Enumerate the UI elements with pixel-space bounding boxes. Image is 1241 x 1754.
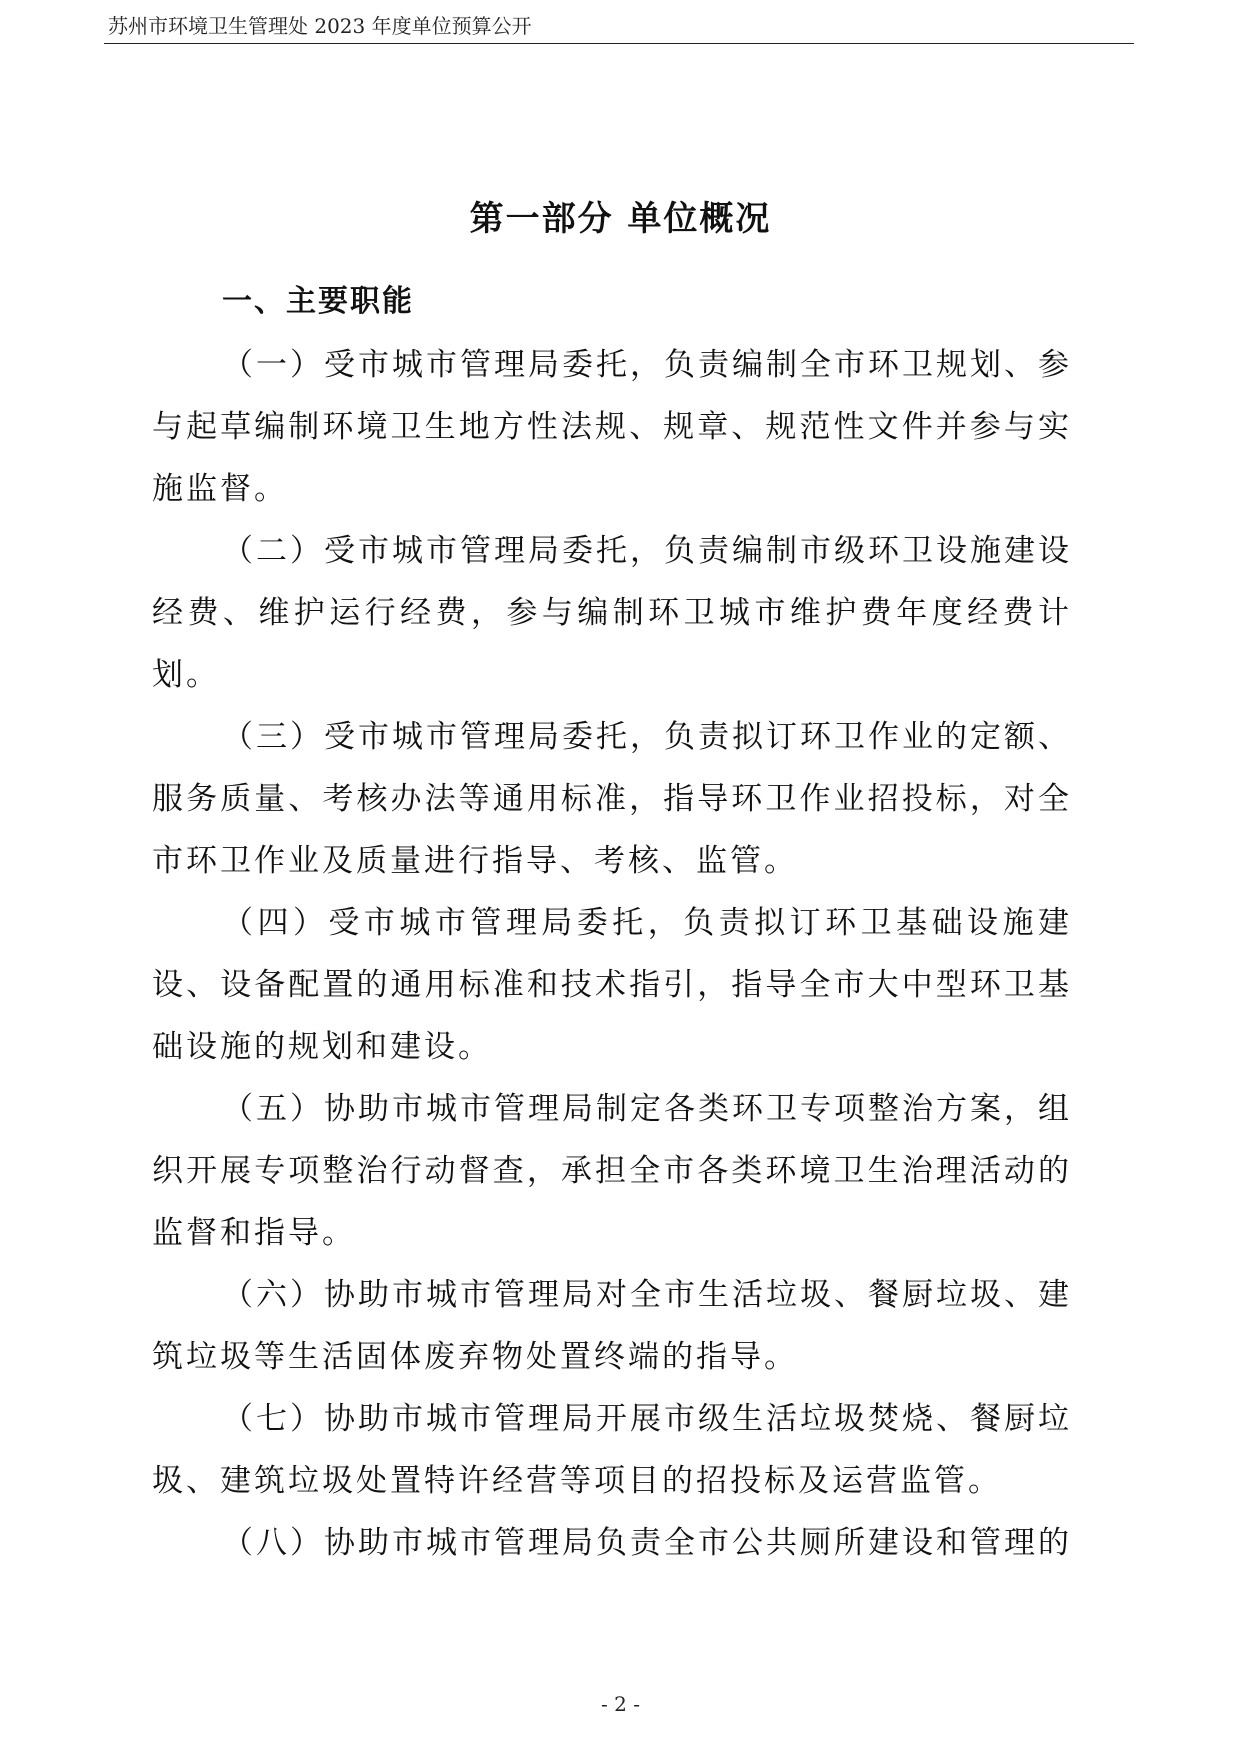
section-title: 第一部分 单位概况 — [469, 199, 772, 239]
paragraph-4: （四）受市城市管理局委托，负责拟订环卫基础设施建设、设备配置的通用标准和技术指引，指导全市大中型环卫基础设施的规划和建设。 — [152, 905, 1072, 1065]
paragraph-7: （七）协助市城市管理局开展市级生活垃圾焚烧、餐厨垃圾、建筑垃圾处置特许经营等项目的招投标及运营监管。 — [152, 1401, 1072, 1499]
running-header: 苏州市环境卫生管理处 2023 年度单位预算公开 — [108, 14, 532, 38]
page-number: - 2 - — [601, 1692, 640, 1716]
subheading-main-functions: 一、主要职能 — [222, 284, 414, 319]
header-divider — [104, 43, 1134, 44]
paragraph-2: （二）受市城市管理局委托，负责编制市级环卫设施建设经费、维护运行经费，参与编制环卫城市维护费年度经费计划。 — [152, 533, 1072, 693]
paragraph-1: （一）受市城市管理局委托，负责编制全市环卫规划、参与起草编制环境卫生地方性法规、规章、规范性文件并参与实施监督。 — [152, 347, 1072, 507]
paragraph-3: （三）受市城市管理局委托，负责拟订环卫作业的定额、服务质量、考核办法等通用标准，指导环卫作业招投标，对全市环卫作业及质量进行指导、考核、监管。 — [152, 719, 1072, 879]
paragraph-5: （五）协助市城市管理局制定各类环卫专项整治方案，组织开展专项整治行动督查，承担全市各类环境卫生治理活动的监督和指导。 — [152, 1091, 1072, 1251]
paragraph-6: （六）协助市城市管理局对全市生活垃圾、餐厨垃圾、建筑垃圾等生活固体废弃物处置终端的指导。 — [152, 1277, 1072, 1375]
body-text — [152, 334, 1072, 1574]
paragraph-8: （八）协助市城市管理局负责全市公共厕所建设和管理的 — [222, 1525, 1072, 1561]
